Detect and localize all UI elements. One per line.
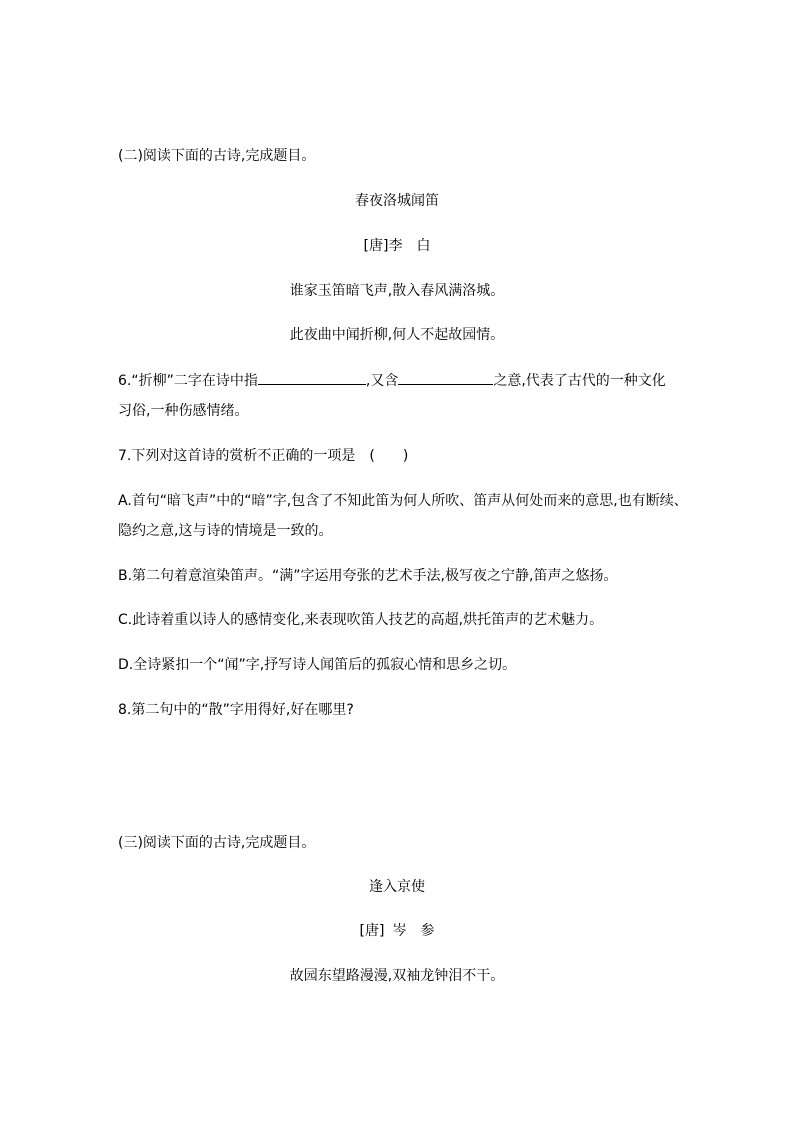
poem1-author-name-2: 白 bbox=[416, 238, 431, 254]
q6-part1: 6.“折柳”二字在诗中指 bbox=[118, 373, 258, 389]
question-6 bbox=[118, 370, 666, 391]
q7-option-c: C.此诗着重以诗人的感情变化,来表现吹笛人技艺的高超,烘托笛声的艺术魅力。 bbox=[118, 612, 604, 628]
poem2-author bbox=[0, 921, 794, 941]
q6-blank-1[interactable] bbox=[258, 370, 366, 385]
poem2-title: 逢入京使 bbox=[369, 879, 425, 895]
q7-option-a-line1: A.首句“暗飞声”中的“暗”字,包含了不知此笛为何人所吹、笛声从何处而来的意思,也有断续、 bbox=[118, 493, 688, 509]
poem1-verse-2: 此夜曲中闻折柳,何人不起故园情。 bbox=[289, 327, 505, 343]
question-7-stem: 7.下列对这首诗的赏析不正确的一项是 ( ) bbox=[118, 448, 409, 464]
section3-heading: (三)阅读下面的古诗,完成题目。 bbox=[118, 835, 316, 851]
poem2-author-name-1: 岑 bbox=[392, 923, 407, 939]
section2-heading: (二)阅读下面的古诗,完成题目。 bbox=[118, 148, 316, 164]
q7-option-a-line2: 隐约之意,这与诗的情境是一致的。 bbox=[118, 523, 333, 539]
q6-part2: ,又含 bbox=[365, 373, 399, 389]
poem2-author-name-2: 参 bbox=[420, 923, 435, 939]
poem1-dynasty: [唐] bbox=[363, 238, 389, 254]
q7-option-b: B.第二句着意渲染笛声。“满”字运用夸张的艺术手法,极写夜之宁静,笛声之悠扬。 bbox=[118, 568, 618, 584]
poem1-verse-1: 谁家玉笛暗飞声,散入春风满洛城。 bbox=[289, 283, 505, 299]
q7-option-d: D.全诗紧扣一个“闻”字,抒写诗人闻笛后的孤寂心情和思乡之切。 bbox=[118, 657, 517, 673]
poem2-dynasty: [唐] bbox=[359, 923, 385, 939]
poem1-title: 春夜洛城闻笛 bbox=[355, 193, 439, 209]
q6-line2: 习俗,一种伤感情绪。 bbox=[118, 403, 249, 419]
poem2-verse-1: 故园东望路漫漫,双袖龙钟泪不干。 bbox=[289, 968, 505, 984]
question-8-stem: 8.第二句中的“散”字用得好,好在哪里? bbox=[118, 702, 354, 718]
q6-blank-2[interactable] bbox=[398, 370, 493, 385]
poem1-author-name-1: 李 bbox=[388, 238, 403, 254]
q6-part3: 之意,代表了古代的一种文化 bbox=[493, 373, 666, 389]
poem1-author bbox=[0, 236, 794, 256]
